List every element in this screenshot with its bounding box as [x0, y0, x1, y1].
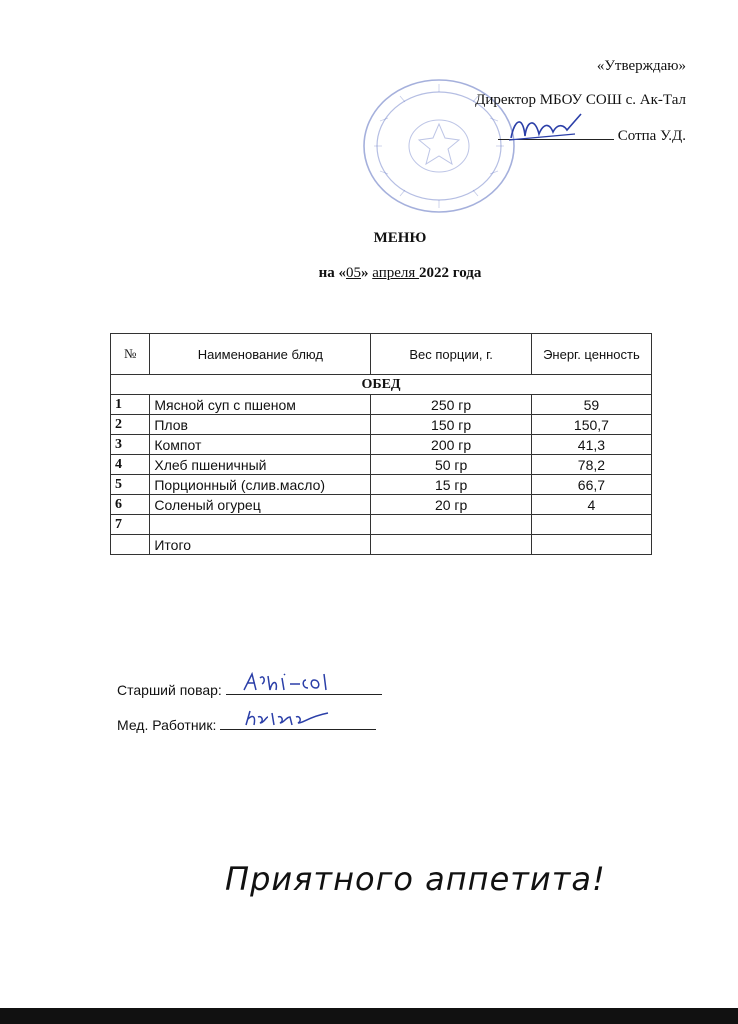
medic-line: [117, 713, 376, 733]
table-header-row: [111, 334, 652, 375]
document-title: МЕНЮ: [373, 230, 427, 246]
row-energy: 59: [531, 395, 651, 415]
row-dish-name: Порционный (слив.масло): [150, 475, 371, 495]
medic-label: Мед. Работник:: [117, 717, 221, 733]
medic-signature-line: [220, 713, 376, 730]
row-energy: 150,7: [531, 415, 651, 435]
row-energy: 4: [531, 495, 651, 515]
section-row-lunch: [111, 375, 652, 395]
scan-bottom-edge: [0, 1008, 738, 1024]
table-row: [111, 435, 652, 455]
row-number: 1: [111, 395, 150, 415]
row-energy: [531, 535, 651, 555]
row-weight: 20 гр: [371, 495, 531, 515]
table-row: [111, 515, 652, 535]
header-dish-name: Наименование блюд: [150, 334, 371, 375]
table-row: [111, 395, 652, 415]
table-row: [111, 415, 652, 435]
row-number: [111, 535, 150, 555]
row-dish-name: [150, 515, 371, 535]
row-energy: 66,7: [531, 475, 651, 495]
director-signature-icon: [505, 108, 585, 148]
row-dish-name: Мясной суп с пшеном: [150, 395, 371, 415]
row-dish-name: Плов: [150, 415, 371, 435]
document-date: на «05» апреля 2022 года: [318, 265, 482, 281]
row-weight: 50 гр: [371, 455, 531, 475]
header-portion-weight: Вес порции, г.: [371, 334, 531, 375]
row-energy: 78,2: [531, 455, 651, 475]
row-energy: [531, 515, 651, 535]
header-energy-value: Энерг. ценность: [531, 334, 651, 375]
table-row-total: [111, 535, 652, 555]
head-cook-label: Старший повар:: [117, 682, 226, 698]
row-weight: 250 гр: [371, 395, 531, 415]
head-cook-signature-line: [226, 678, 382, 695]
date-month: апреля: [372, 265, 420, 281]
row-weight: 15 гр: [371, 475, 531, 495]
row-dish-name: Соленый огурец: [150, 495, 371, 515]
row-number: 3: [111, 435, 150, 455]
row-number: 6: [111, 495, 150, 515]
director-name: Сотпа У.Д.: [617, 128, 686, 144]
head-cook-signature-icon: [240, 670, 350, 694]
table-row: [111, 495, 652, 515]
approve-heading: «Утверждаю»: [596, 58, 686, 74]
row-energy: 41,3: [531, 435, 651, 455]
director-position: Директор МБОУ СОШ с. Ак-Тал: [475, 92, 686, 108]
table-row: [111, 455, 652, 475]
header-number: №: [111, 334, 150, 375]
section-label: ОБЕД: [111, 375, 652, 395]
bon-appetit-text: Приятного аппетита!: [225, 860, 606, 898]
row-weight: 200 гр: [371, 435, 531, 455]
row-dish-name: Итого: [150, 535, 371, 555]
date-day: 05: [346, 265, 362, 281]
row-number: 5: [111, 475, 150, 495]
row-weight: [371, 535, 531, 555]
row-weight: 150 гр: [371, 415, 531, 435]
row-number: 7: [111, 515, 150, 535]
row-number: 2: [111, 415, 150, 435]
head-cook-line: [117, 678, 382, 698]
row-number: 4: [111, 455, 150, 475]
row-dish-name: Хлеб пшеничный: [150, 455, 371, 475]
row-weight: [371, 515, 531, 535]
medic-signature-icon: [242, 705, 332, 729]
menu-table: [110, 333, 652, 555]
row-dish-name: Компот: [150, 435, 371, 455]
table-row: [111, 475, 652, 495]
